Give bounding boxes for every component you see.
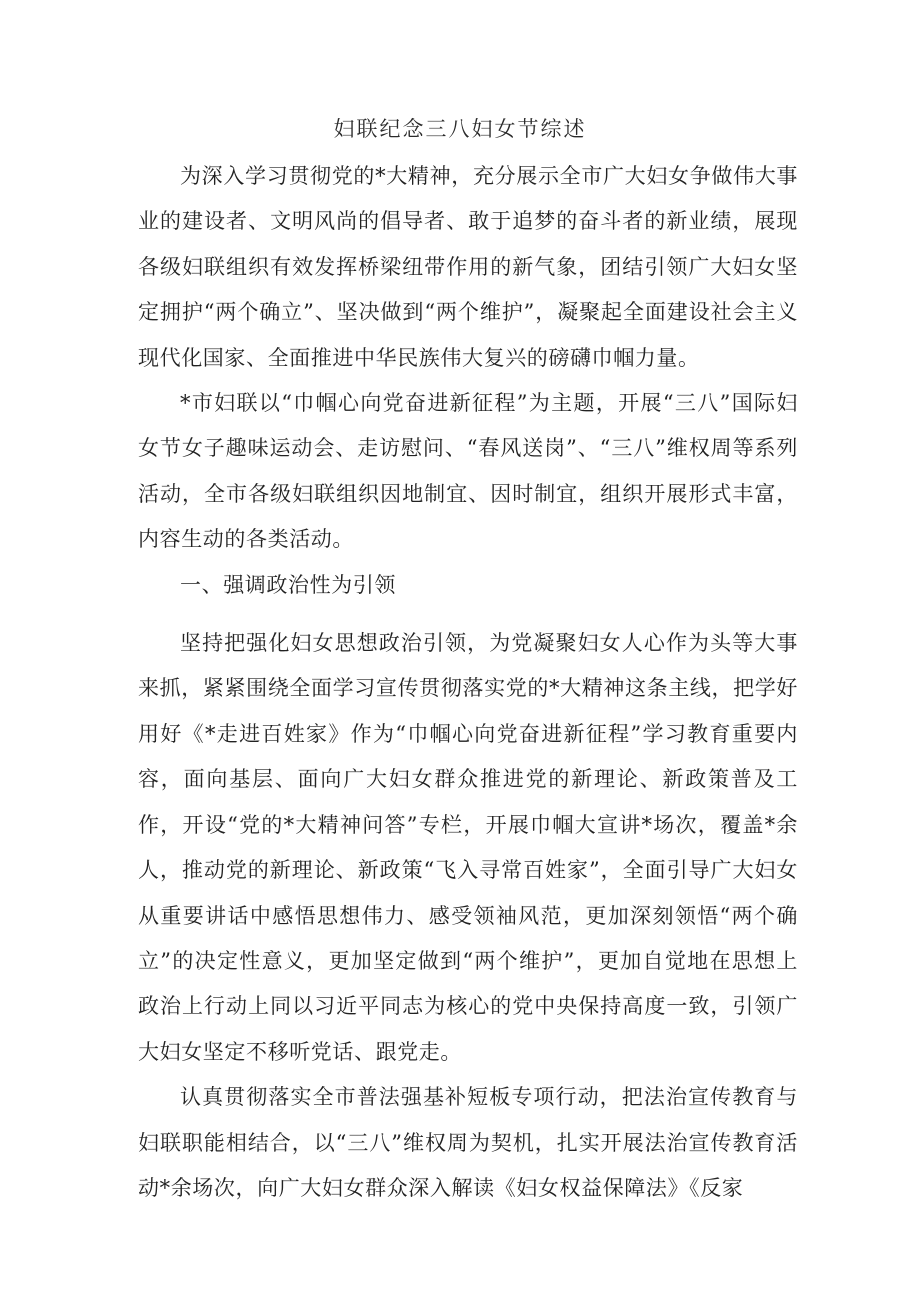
section-heading: 一、强调政治性为引领	[180, 572, 396, 597]
section-paragraph-legal: 认真贯彻落实全市普法强基补短板专项行动，把法治宣传教育与妇联职能相结合，以“三八”维权周为契机，扎实开展法治宣传教育活动*余场次，向广大妇女群众深入解读《妇女权益保障法》《反家	[138, 1085, 798, 1200]
intro-paragraph: 为深入学习贯彻党的*大精神，充分展示全市广大妇女争做伟大事业的建设者、文明风尚的倡导者、敢于追梦的奋斗者的新业绩，展现各级妇联组织有效发挥桥梁纽带作用的新气象，团结引领广大妇女坚定拥护“两个确立”、坚决做到“两个维护”，凝聚起全面建设社会主义现代化国家、全面推进中华民族伟大复兴的磅礴巾帼力量。	[138, 164, 798, 370]
document-title: 妇联纪念三八妇女节综述	[333, 117, 587, 141]
document-body	[138, 154, 798, 1211]
section-paragraph-political: 坚持把强化妇女思想政治引领，为党凝聚妇女人心作为头等大事来抓，紧紧围绕全面学习宣传贯彻落实党的*大精神这条主线，把学好用好《*走进百姓家》作为“巾帼心向党奋进新征程”学习教育重要内容，面向基层、面向广大妇女群众推进党的新理论、新政策普及工作，开设“党的*大精神问答”专栏，开展巾帼大宣讲*场次，覆盖*余人，推动党的新理论、新政策“飞入寻常百姓家”，全面引导广大妇女从重要讲话中感悟思想伟力、感受领袖风范，更加深刻领悟“两个确立”的决定性意义，更加坚定做到“两个维护”，更加自觉地在思想上政治上行动上同以习近平同志为核心的党中央保持高度一致，引领广大妇女坚定不移听党话、跟党走。	[138, 631, 798, 1064]
overview-paragraph: *市妇联以“巾帼心向党奋进新征程”为主题，开展“三八”国际妇女节女子趣味运动会、走访慰问、“春风送岗”、“三八”维权周等系列活动，全市各级妇联组织因地制宜、因时制宜，组织开展形式丰富，内容生动的各类活动。	[138, 391, 798, 552]
